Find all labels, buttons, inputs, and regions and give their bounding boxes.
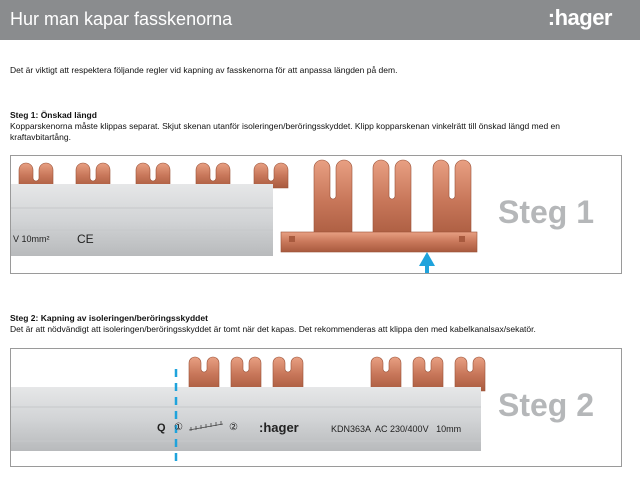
bar-circle-two: ②: [229, 422, 238, 433]
insulation-bar: [11, 184, 273, 256]
step2-text: Det är att nödvändigt att isoleringen/beröringsskyddet är tomt när det kapas. Det rekommenderas att klippa den med kabelkanalsax/sekatör.: [10, 324, 536, 334]
intro-text: Det är viktigt att respektera följande regler vid kapning av fasskenorna för att anpassa längden på dem.: [10, 65, 398, 75]
bar-q-mark: Q: [157, 422, 166, 434]
step2-title: Steg 2: Kapning av isoleringen/beröringsskyddet: [10, 313, 208, 323]
step1-label: Steg 1: [498, 194, 595, 230]
step1-illustration: [10, 155, 622, 274]
copper-base-strip: [281, 232, 477, 252]
step1-text: Kopparskenorna måste klippas separat. Skjut skenan utanför isoleringen/beröringsskyddet. Klipp kopparskenan vinkelrätt till önskad längd med en kraftavbitartång.: [10, 121, 560, 142]
header-bar: [0, 0, 640, 40]
hager-logo: :hager: [547, 5, 612, 30]
bar-rating-text: V 10mm²: [13, 234, 50, 244]
page-title: Hur man kapar fasskenorna: [10, 9, 233, 29]
cut-arrow: [419, 252, 435, 273]
bar-circle-one: ①: [174, 422, 183, 433]
step2-illustration: [10, 348, 622, 467]
ce-mark: CE: [77, 232, 94, 246]
copper-teeth-2: [189, 357, 485, 391]
bar-hager-logo: :hager: [259, 420, 299, 435]
step2-label: Steg 2: [498, 387, 595, 423]
bar-model-text: KDN363A AC 230/400V 10mm: [331, 424, 462, 434]
step1-title: Steg 1: Önskad längd: [10, 110, 97, 120]
